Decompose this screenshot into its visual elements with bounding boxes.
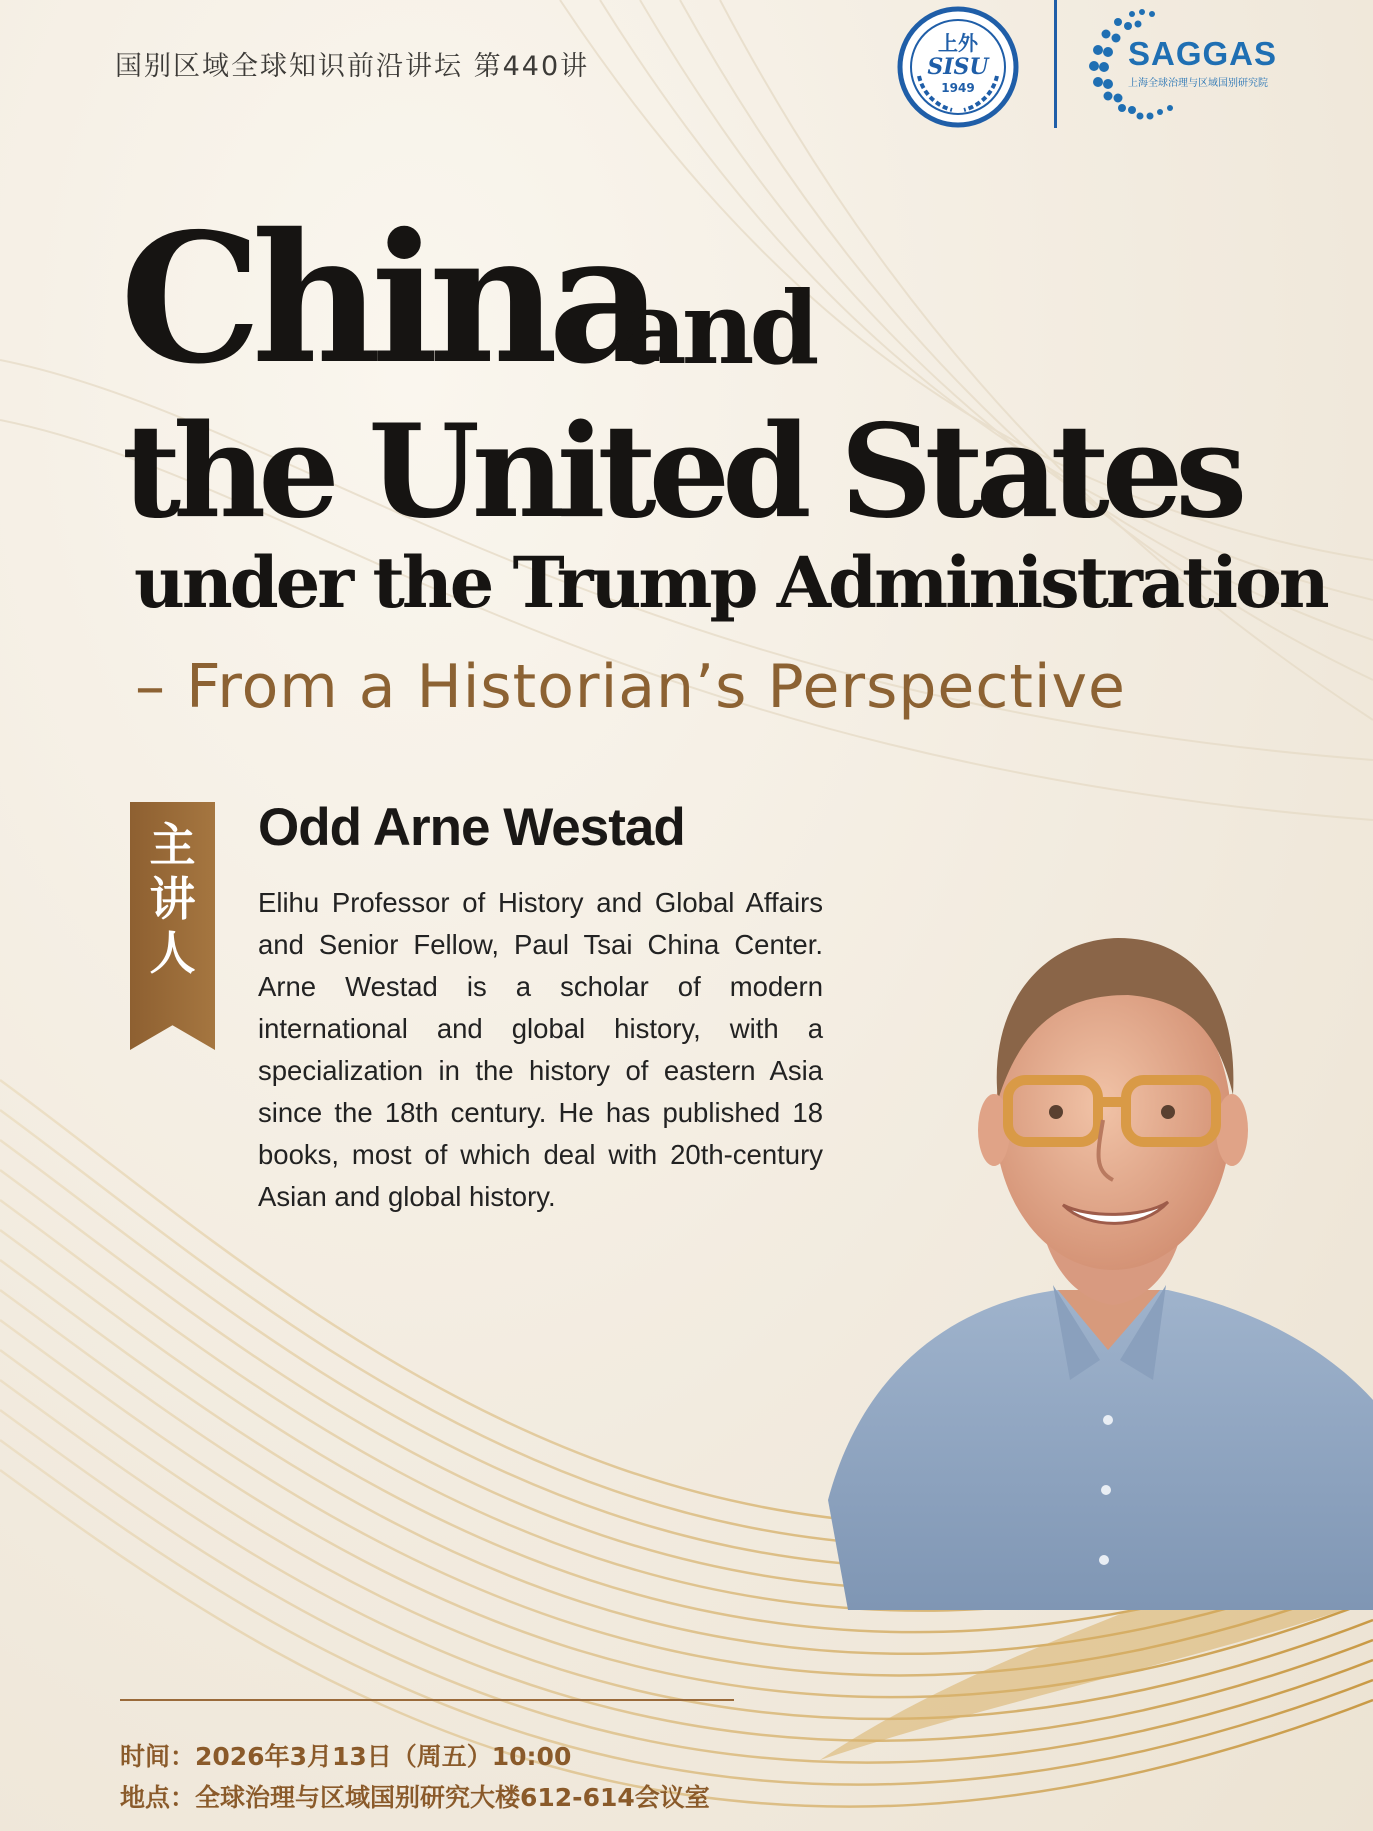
event-location: 地点：全球治理与区域国别研究大楼612-614会议室: [120, 1783, 710, 1812]
sisu-logo: [897, 6, 1019, 128]
speaker-bio: Elihu Professor of History and Global Affairs and Senior Fellow, Paul Tsai China Center. Arne Westad is a scholar of modern international and global history, with a specialization in the history of eastern Asia since the 18th century. He has published 18 books, most of which deal with 20th-century Asian and global history.: [258, 887, 823, 1212]
title-united-states: the United States: [122, 397, 1240, 547]
footer-divider: [120, 1699, 734, 1701]
title-and: and: [622, 269, 815, 387]
subtitle-historian-perspective: – From a Historian’s Perspective: [135, 652, 1126, 722]
lecture-series-title: 国别区域全球知识前沿讲坛 第440讲: [115, 51, 590, 82]
sisu-logo-mid: SISU: [927, 54, 989, 80]
saggas-logo-subtitle: 上海全球治理与区域国别研究院: [1128, 78, 1268, 89]
title-china: China: [120, 194, 654, 403]
saggas-logo-name: SAGGAS: [1128, 35, 1278, 72]
speaker-ribbon-label: [130, 818, 215, 980]
logo-divider: [1054, 0, 1057, 128]
ribbon-label-text: 主讲人: [149, 818, 196, 980]
sisu-logo-top: 上外: [938, 31, 978, 55]
title-trump-administration: under the Trump Administration: [134, 541, 1327, 624]
sisu-logo-year: 1949: [941, 81, 975, 95]
event-time: 时间：2026年3月13日（周五）10:00: [120, 1742, 572, 1771]
speaker-name: Odd Arne Westad: [258, 798, 685, 857]
speaker-photo: [808, 880, 1373, 1610]
